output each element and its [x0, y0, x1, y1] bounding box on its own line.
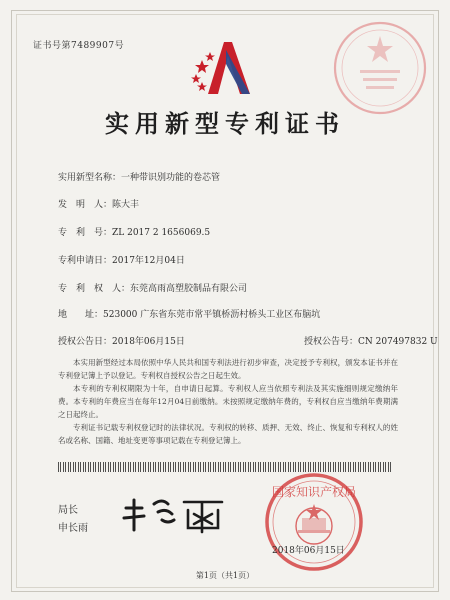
- director-signature-icon: [118, 494, 228, 534]
- director-title: 局长: [58, 505, 78, 516]
- seal-text: 国家知识产权局: [271, 485, 357, 499]
- official-seal-icon: [262, 470, 366, 574]
- grant-date-label: 授权公告日：: [58, 337, 113, 347]
- filing-date-value: 2017年12月04日: [112, 256, 185, 266]
- patent-number-value: ZL 2017 2 1656069.5: [112, 228, 211, 238]
- filing-date-label: 专利申请日：: [58, 256, 113, 266]
- grant-number-row: [304, 334, 438, 347]
- utility-model-name-value: 一种带识别功能的卷芯管: [121, 173, 221, 183]
- filing-date-row: [58, 253, 185, 266]
- address-value: 523000 广东省东莞市常平镇桥沥村桥头工业区布脑坑: [103, 310, 321, 320]
- body-paragraph-3: 专利证书记载专利权登记时的法律状况。专利权的转移、质押、无效、终止、恢复和专利权人的姓名或名称、国籍、地址变更等事项记载在专利登记簿上。: [58, 423, 398, 445]
- certificate-title: 实用新型专利证书: [105, 109, 345, 138]
- inventor-label: 发 明 人：: [58, 200, 113, 210]
- page-footer: 第1页（共1页）: [195, 571, 255, 580]
- seal-date: 2018年06月15日: [272, 546, 345, 556]
- grant-number-label: 授权公告号：: [304, 337, 359, 347]
- patentee-value: 东莞高雨高塑胶制品有限公司: [130, 284, 248, 294]
- patent-number-row: [58, 225, 210, 238]
- address-label: 地 址：: [58, 310, 104, 320]
- top-seal-icon: [330, 18, 430, 118]
- inventor-row: [58, 197, 139, 210]
- utility-model-name-label: 实用新型名称：: [58, 173, 122, 183]
- patentee-row: [58, 281, 247, 294]
- certificate-number: 证书号第7489907号: [33, 41, 125, 51]
- body-paragraph-1: 本实用新型经过本局依照中华人民共和国专利法进行初步审查，决定授予专利权，颁发本证书并在专利登记簿上予以登记。专利权自授权公告之日起生效。: [58, 358, 398, 380]
- patent-number-label: 专 利 号：: [58, 228, 113, 238]
- body-paragraph-2: 本专利的专利权期限为十年，自申请日起算。专利权人应当依照专利法及其实施细则规定缴纳年费。本专利的年费应当在每年12月04日前缴纳。未按照规定缴纳年费的，专利权自应当缴纳年费期满之日起终止。: [58, 384, 398, 419]
- utility-model-name-row: [58, 170, 220, 183]
- patentee-label: 专 利 权 人：: [58, 284, 131, 294]
- address-row: [58, 307, 320, 320]
- patent-office-logo-icon: [190, 38, 260, 96]
- inventor-value: 陈大丰: [112, 200, 140, 210]
- grant-date-value: 2018年06月15日: [112, 337, 185, 347]
- grant-number-value: CN 207497832 U: [358, 337, 438, 347]
- director-name: 申长雨: [58, 523, 88, 534]
- grant-date-row: [58, 334, 185, 347]
